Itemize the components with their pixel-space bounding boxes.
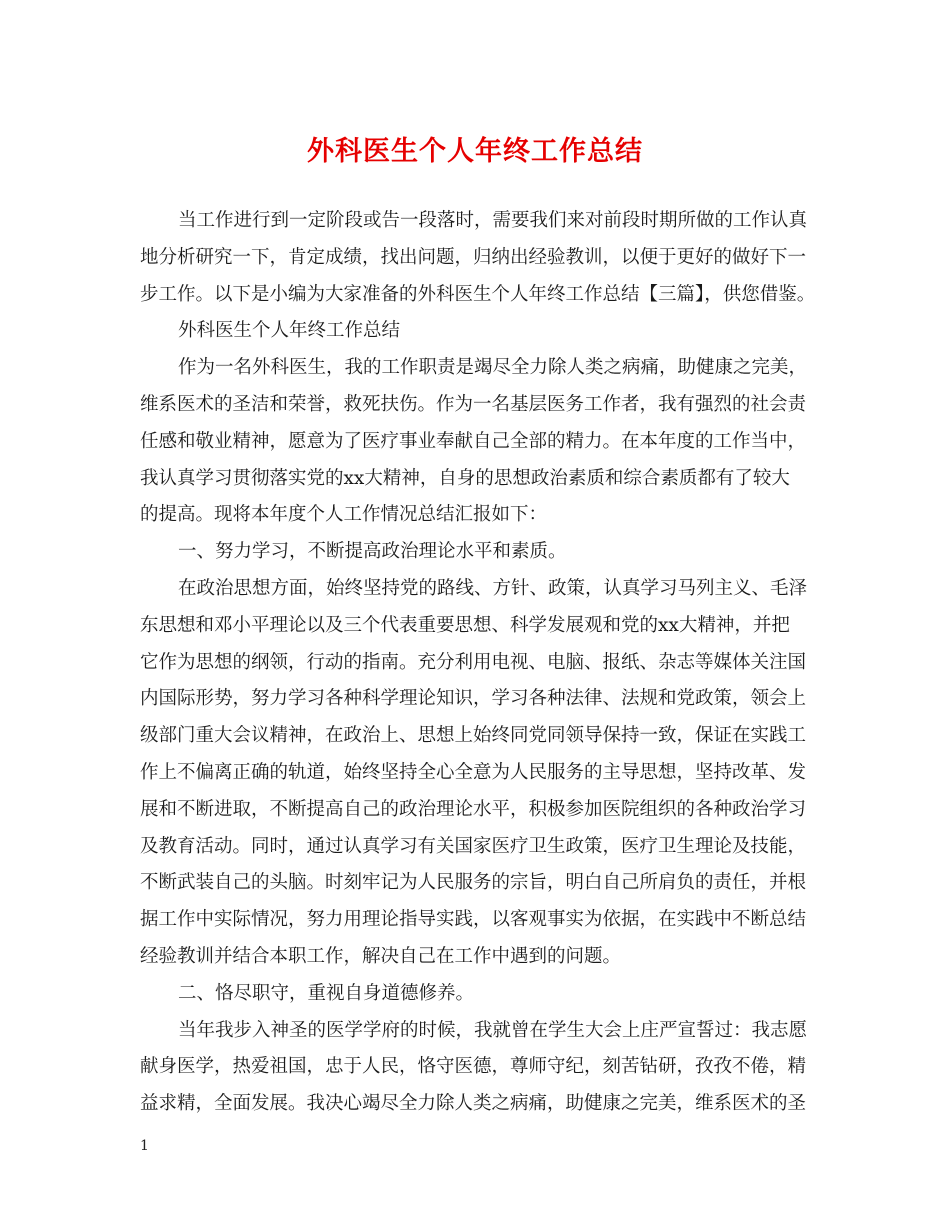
paragraph-line: 维系医术的圣洁和荣誉，救死扶伤。作为一名基层医务工作者，我有强烈的社会责 (140, 394, 807, 415)
paragraph-line: 的提高。现将本年度个人工作情况总结汇报如下： (140, 504, 548, 525)
paragraph-line: 及教育活动。同时，通过认真学习有关国家医疗卫生政策，医疗卫生理论及技能， (140, 836, 807, 857)
paragraph-line: 它作为思想的纲领，行动的指南。充分利用电视、电脑、报纸、杂志等媒体关注国 (140, 652, 807, 673)
paragraph-line: 经验教训并结合本职工作，解决自己在工作中遇到的问题。 (140, 946, 622, 967)
paragraph-line: 我认真学习贯彻落实党的xx大精神，自身的思想政治素质和综合素质都有了较大 (140, 468, 790, 489)
paragraph-line: 步工作。以下是小编为大家准备的外科医生个人年终工作总结【三篇】，供您借鉴。 (140, 284, 816, 305)
paragraph-line: 当工作进行到一定阶段或告一段落时，需要我们来对前段时期所做的工作认真 (178, 210, 808, 231)
paragraph-line: 作为一名外科医生，我的工作职责是竭尽全力除人类之病痛，助健康之完美， (178, 357, 808, 378)
paragraph-line: 级部门重大会议精神，在政治上、思想上始终同党同领导保持一致，保证在实践工 (140, 725, 807, 746)
paragraph-line: 东思想和邓小平理论以及三个代表重要思想、科学发展观和党的xx大精神，并把 (140, 615, 790, 636)
paragraph-line: 任感和敬业精神，愿意为了医疗事业奉献自己全部的精力。在本年度的工作当中， (140, 431, 807, 452)
paragraph-line: 当年我步入神圣的医学学府的时候，我就曾在学生大会上庄严宣誓过：我志愿 (178, 1020, 808, 1041)
paragraph-line: 在政治思想方面，始终坚持党的路线、方针、政策，认真学习马列主义、毛泽 (178, 578, 808, 599)
section-heading: 二、恪尽职守，重视自身道德修养。 (178, 983, 475, 1004)
page-number: 1 (140, 1138, 149, 1154)
paragraph-line: 献身医学，热爱祖国，忠于人民，恪守医德，尊师守纪，刻苦钻研，孜孜不倦，精 (140, 1056, 807, 1077)
paragraph-line: 据工作中实际情况，努力用理论指导实践，以客观事实为依据，在实践中不断总结 (140, 909, 807, 930)
section-heading: 一、努力学习，不断提高政治理论水平和素质。 (178, 541, 567, 562)
paragraph-line: 不断武装自己的头脑。时刻牢记为人民服务的宗旨，明白自己所肩负的责任，并根 (140, 872, 807, 893)
paragraph-line: 益求精，全面发展。我决心竭尽全力除人类之病痛，助健康之完美，维系医术的圣 (140, 1093, 807, 1114)
section-heading: 外科医生个人年终工作总结 (178, 320, 401, 341)
paragraph-line: 展和不断进取，不断提高自己的政治理论水平，积极参加医院组织的各种政治学习 (140, 799, 807, 820)
paragraph-line: 地分析研究一下，肯定成绩，找出问题，归纳出经验教训，以便于更好的做好下一 (140, 247, 807, 268)
paragraph-line: 内国际形势，努力学习各种科学理论知识，学习各种法律、法规和党政策，领会上 (140, 688, 807, 709)
paragraph-line: 作上不偏离正确的轨道，始终坚持全心全意为人民服务的主导思想，坚持改革、发 (140, 762, 807, 783)
document-title: 外科医生个人年终工作总结 (307, 136, 643, 167)
